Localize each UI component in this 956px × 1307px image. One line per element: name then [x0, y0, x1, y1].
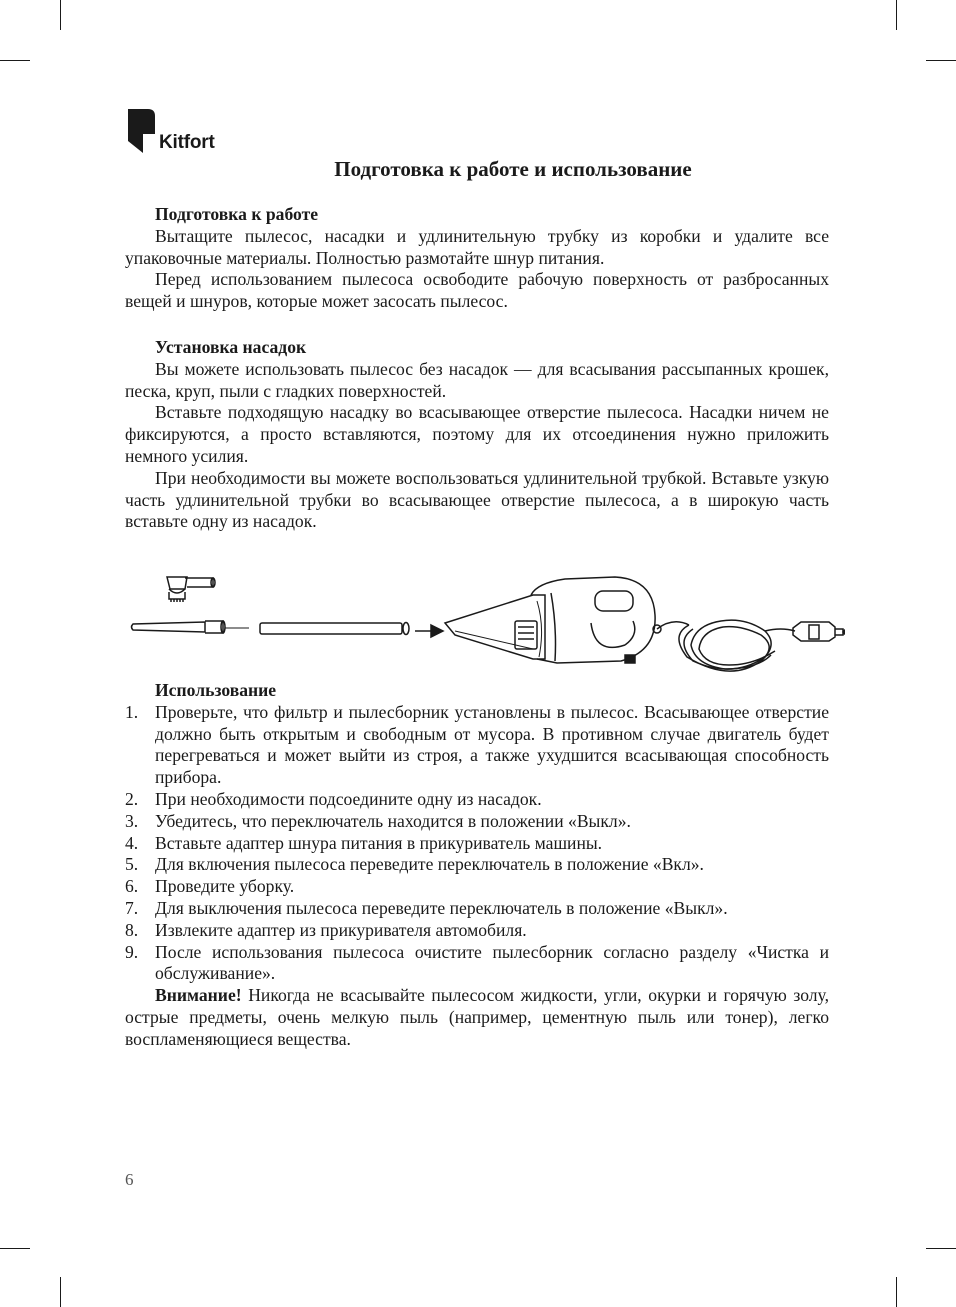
step-number: 3.: [125, 810, 139, 831]
crop-mark-bottom-left-h: [0, 1248, 30, 1249]
list-item: [125, 876, 829, 898]
brush-nozzle-icon: [167, 577, 215, 602]
arrow-right-icon: [415, 625, 443, 637]
section-usage: [125, 680, 829, 1051]
list-item: [125, 789, 829, 811]
step-text: Для включения пылесоса переведите переключатель в положение «Вкл».: [155, 854, 704, 875]
paragraph: Вытащите пылесос, насадки и удлинительную трубку из коробки и удалите все упаковочные материалы. Полностью размотайте шнур питания.: [125, 225, 829, 268]
paragraph: Вы можете использовать пылесос без насадок — для всасывания рассыпанных крошек, песка, круп, пыли с гладких поверхностей.: [125, 358, 829, 401]
handheld-vacuum-icon: [445, 577, 661, 663]
car-plug-icon: [793, 622, 845, 641]
crop-mark-bottom-right-h: [926, 1248, 956, 1249]
step-number: 6.: [125, 876, 139, 897]
crop-mark-top-right-h: [926, 60, 956, 61]
brand-logo-icon: [126, 107, 156, 155]
warning-paragraph: [125, 985, 829, 1050]
brand-name: Kitfort: [159, 132, 215, 153]
list-item: [125, 811, 829, 833]
list-item: [125, 920, 829, 942]
step-text: Для выключения пылесоса переведите переключатель в положение «Выкл».: [155, 897, 728, 918]
paragraph: При необходимости вы можете воспользоваться удлинительной трубкой. Вставьте узкую часть удлинительной трубки во всасывающее отверстие пылесоса, а в широкую часть вставьте одну из насадок.: [125, 467, 829, 532]
step-number: 5.: [125, 854, 139, 875]
step-number: 8.: [125, 919, 139, 940]
extension-tube-icon: [260, 623, 409, 635]
warning-text: Никогда не всасывайте пылесосом жидкости, угли, окурки и горячую золу, острые предметы, очень мелкую пыль (например, цементную пыль или тонер), легко воспламеняющиеся вещества.: [125, 985, 829, 1049]
page-number: 6: [125, 1170, 134, 1189]
usage-steps-list: [125, 702, 829, 985]
step-text: Вставьте адаптер шнура питания в прикуриватель машины.: [155, 832, 603, 853]
crop-mark-top-left: [60, 0, 61, 30]
step-number: 2.: [125, 788, 139, 809]
section-preparation: [125, 204, 829, 313]
vacuum-assembly-illustration: [125, 565, 845, 675]
section-heading: Подготовка к работе: [155, 204, 319, 224]
section-heading: Использование: [155, 680, 277, 700]
crop-mark-bottom-right: [896, 1277, 897, 1307]
page-title: Подготовка к работе и использование: [334, 157, 692, 181]
crop-mark-top-left-h: [0, 60, 30, 61]
list-item: [125, 702, 829, 789]
step-text: Убедитесь, что переключатель находится в положении «Выкл».: [155, 810, 631, 831]
step-text: Проведите уборку.: [155, 876, 295, 897]
list-item: [125, 942, 829, 986]
paragraph: Вставьте подходящую насадку во всасывающее отверстие пылесоса. Насадки ничем не фиксируются, а просто вставляются, поэтому для их отсоединения нужно приложить немного усилия.: [125, 402, 829, 466]
step-text: При необходимости подсоедините одну из насадок.: [155, 788, 542, 809]
step-text: После использования пылесоса очистите пылесборник согласно разделу «Чистка и обслуживание».: [155, 941, 829, 984]
step-text: Проверьте, что фильтр и пылесборник установлены в пылесос. Всасывающее отверстие должно быть открытым и свободным от мусора. В противном случае двигатель будет перегреваться и может выйти из строя, а также ухудшится всасывающая способность прибора.: [155, 701, 829, 788]
warning-label: Внимание!: [155, 985, 242, 1006]
power-cord-icon: [657, 620, 795, 671]
paragraph: Перед использованием пылесоса освободите рабочую поверхность от разбросанных вещей и шнуров, которые может засосать пылесос.: [125, 269, 829, 312]
list-item: [125, 833, 829, 855]
crop-mark-bottom-left: [60, 1277, 61, 1307]
step-number: 1.: [125, 701, 139, 722]
step-number: 7.: [125, 897, 139, 918]
step-number: 9.: [125, 941, 139, 962]
crop-mark-top-right: [896, 0, 897, 30]
brand-logo: [126, 107, 215, 155]
section-attachments: [125, 337, 829, 533]
step-number: 4.: [125, 832, 139, 853]
list-item: [125, 854, 829, 876]
list-item: [125, 898, 829, 920]
crevice-nozzle-icon: [132, 621, 250, 633]
section-heading: Установка насадок: [155, 337, 307, 357]
step-text: Извлеките адаптер из прикуривателя автомобиля.: [155, 919, 527, 940]
